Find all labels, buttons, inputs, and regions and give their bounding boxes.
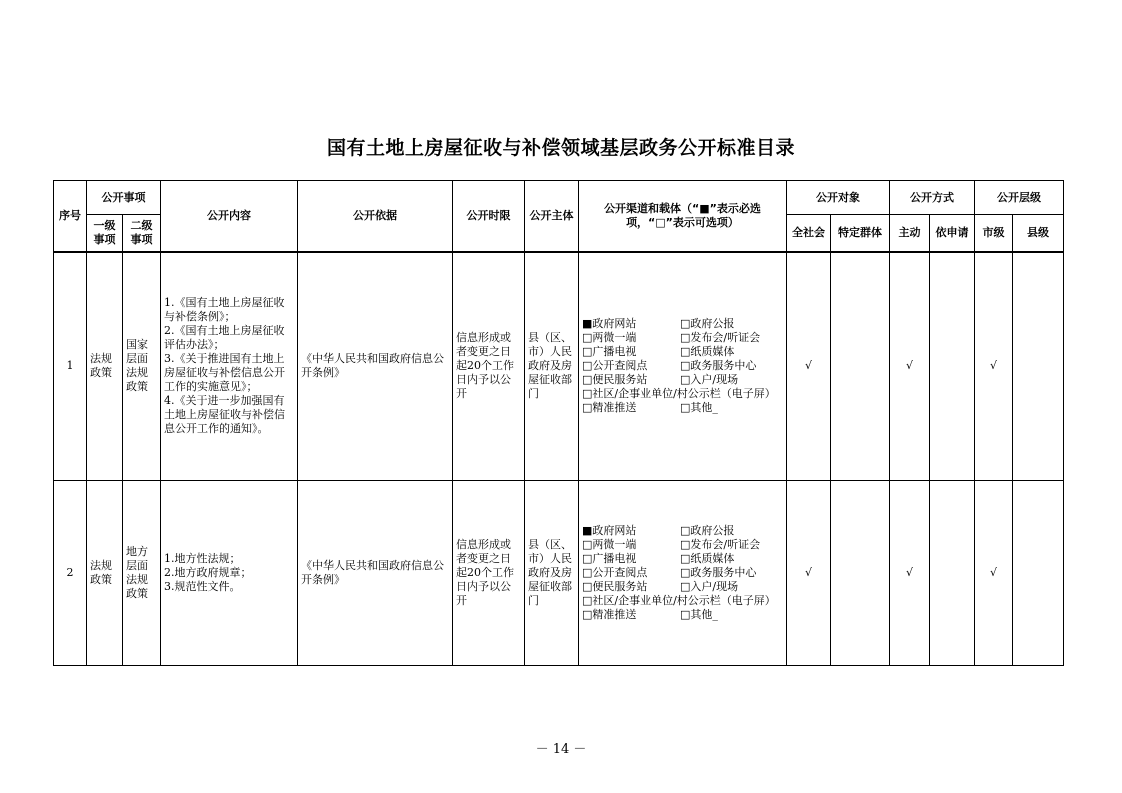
channel-option: □政府公报 <box>680 524 735 537</box>
channel-option: □社区/企事业单位/村公示栏（电子屏） <box>582 594 776 607</box>
channel-option: □便民服务站 <box>582 373 648 387</box>
channel-option: □两微一端 <box>582 538 637 551</box>
channel-option: □入户/现场 <box>680 373 739 387</box>
table-row <box>54 252 1064 481</box>
header-tier: 公开层级 <box>975 181 1064 215</box>
channel-option: □纸质媒体 <box>680 345 735 359</box>
channel-option: □纸质媒体 <box>680 552 735 565</box>
row-target-all: √ <box>787 481 831 666</box>
row-tier-county <box>1013 481 1064 666</box>
content-item: 2.《国有土地上房屋征收评估办法》； <box>164 324 285 352</box>
row-content <box>161 252 298 481</box>
header-channel: 公开渠道和载体（“■”表示必选项，“□”表示可选项） <box>579 181 787 252</box>
header-level1: 一级事项 <box>87 215 123 252</box>
header-mode-active: 主动 <box>890 215 930 252</box>
channel-option: □政府公报 <box>680 317 735 331</box>
header-content: 公开内容 <box>161 181 298 252</box>
content-item: 3.《关于推进国有土地上房屋征收与补偿信息公开工作的实施意见》； <box>164 352 285 394</box>
channel-option: □两微一端 <box>582 331 637 345</box>
channel-option: □广播电视 <box>582 552 637 565</box>
channel-option: □便民服务站 <box>582 580 648 593</box>
table-row <box>54 481 1064 666</box>
row-level2: 国家层面法规政策 <box>123 252 161 481</box>
row-target-group <box>831 481 890 666</box>
header-level2: 二级事项 <box>123 215 161 252</box>
channel-option: □发布会/听证会 <box>680 538 761 551</box>
row-time: 信息形成或者变更之日起20个工作日内予以公开 <box>453 252 525 481</box>
content-item: 4.《关于进一步加强国有土地上房屋征收与补偿信息公开工作的通知》。 <box>164 394 285 436</box>
row-mode-request <box>930 252 975 481</box>
row-subject: 县（区、市）人民政府及房屋征收部门 <box>525 481 579 666</box>
row-level1: 法规政策 <box>87 481 123 666</box>
row-channels <box>579 252 787 481</box>
channel-option: □公开查阅点 <box>582 566 648 579</box>
header-matters: 公开事项 <box>87 181 161 215</box>
row-channels <box>579 481 787 666</box>
channel-option: □政务服务中心 <box>680 359 757 373</box>
content-item: 3.规范性文件。 <box>164 580 241 593</box>
row-content <box>161 481 298 666</box>
row-tier-city: √ <box>975 252 1013 481</box>
channel-option: □公开查阅点 <box>582 359 648 373</box>
header-target-group: 特定群体 <box>831 215 890 252</box>
document-title: 国有土地上房屋征收与补偿领域基层政务公开标准目录 <box>326 137 795 159</box>
catalog-table <box>53 180 1064 666</box>
row-mode-active: √ <box>890 481 930 666</box>
channel-option: □其他_ <box>680 608 718 621</box>
row-target-all: √ <box>787 252 831 481</box>
header-subject: 公开主体 <box>525 181 579 252</box>
page-number: － 14 － <box>535 742 587 757</box>
channel-option: □发布会/听证会 <box>680 331 761 345</box>
row-seq: 1 <box>54 252 87 481</box>
row-mode-request <box>930 481 975 666</box>
row-tier-city: √ <box>975 481 1013 666</box>
row-level1: 法规政策 <box>87 252 123 481</box>
header-mode-request: 依申请 <box>930 215 975 252</box>
header-tier-county: 县级 <box>1013 215 1064 252</box>
header-target: 公开对象 <box>787 181 890 215</box>
row-target-group <box>831 252 890 481</box>
header-target-all: 全社会 <box>787 215 831 252</box>
channel-option: □政务服务中心 <box>680 566 757 579</box>
channel-option: □社区/企事业单位/村公示栏（电子屏） <box>582 387 776 401</box>
row-basis: 《中华人民共和国政府信息公开条例》 <box>298 481 453 666</box>
row-tier-county <box>1013 252 1064 481</box>
content-item: 1.《国有土地上房屋征收与补偿条例》； <box>164 296 285 324</box>
header-time: 公开时限 <box>453 181 525 252</box>
row-seq: 2 <box>54 481 87 666</box>
header-mode: 公开方式 <box>890 181 975 215</box>
channel-option: □广播电视 <box>582 345 637 359</box>
channel-option: ■政府网站 <box>582 524 637 537</box>
row-basis: 《中华人民共和国政府信息公开条例》 <box>298 252 453 481</box>
channel-option: □精准推送 <box>582 401 637 415</box>
row-subject: 县（区、市）人民政府及房屋征收部门 <box>525 252 579 481</box>
channel-option: □其他_ <box>680 401 718 415</box>
channel-option: ■政府网站 <box>582 317 637 331</box>
row-level2: 地方层面法规政策 <box>123 481 161 666</box>
header-tier-city: 市级 <box>975 215 1013 252</box>
content-item: 1.地方性法规； <box>164 552 241 565</box>
header-seq: 序号 <box>54 181 87 252</box>
row-mode-active: √ <box>890 252 930 481</box>
content-item: 2.地方政府规章； <box>164 566 252 579</box>
header-basis: 公开依据 <box>298 181 453 252</box>
row-time: 信息形成或者变更之日起20个工作日内予以公开 <box>453 481 525 666</box>
channel-option: □精准推送 <box>582 608 637 621</box>
channel-option: □入户/现场 <box>680 580 739 593</box>
